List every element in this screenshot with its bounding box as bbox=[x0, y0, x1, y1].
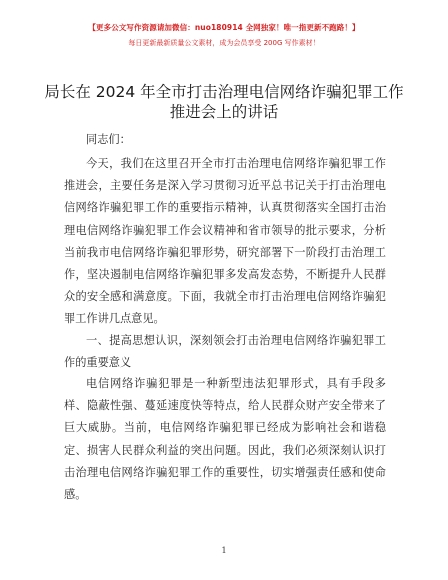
promo-banner-line: 【更多公文写作资源请加微信：nuo180914 全网独家！唯一指更新不跑路！】 bbox=[88, 23, 360, 32]
page-number: 1 bbox=[221, 546, 227, 555]
body-paragraph: 今天，我们在这里召开全市打击治理电信网络诈骗犯罪工作推进会，主要任务是深入学习贯彻习近平总书记关于打击治理电信网络诈骗犯罪工作的重要指示精神，认真贯彻落实全国打击治理电信网络诈骗犯罪工作会议精神和省市领导的批示要求，分析当前我市电信网络诈骗犯罪形势，研究部署下一阶段打击治理工作，坚决遏制电信网络诈骗犯罪多发高发态势，不断提升人民群众的安全感和满意度。下面，我就全市打击治理电信网络诈骗犯罪工作讲几点意见。 bbox=[64, 157, 386, 326]
section-heading: 一、提高思想认识，深刻领会打击治理电信网络诈骗犯罪工作的重要意义 bbox=[64, 334, 386, 370]
promo-subline: 每日更新最新质量公文素材，成为会员享受 200G 写作素材！ bbox=[128, 39, 320, 47]
document-title: 局长在 2024 年全市打击治理电信网络诈骗犯罪工作推进会上的讲话 bbox=[44, 83, 404, 121]
body-paragraph: 电信网络诈骗犯罪是一种新型违法犯罪形式，具有手段多样、隐蔽性强、蔓延速度快等特点，给人民群众财产安全带来了巨大威胁。当前，电信网络诈骗犯罪已经成为影响社会和谐稳定、损害人民群众利益的突出问题。因此，我们必须深刻认识打击治理电信网络诈骗犯罪工作的重要性，切实增强责任感和使命感。 bbox=[64, 377, 386, 502]
greeting: 同志们： bbox=[86, 133, 131, 146]
